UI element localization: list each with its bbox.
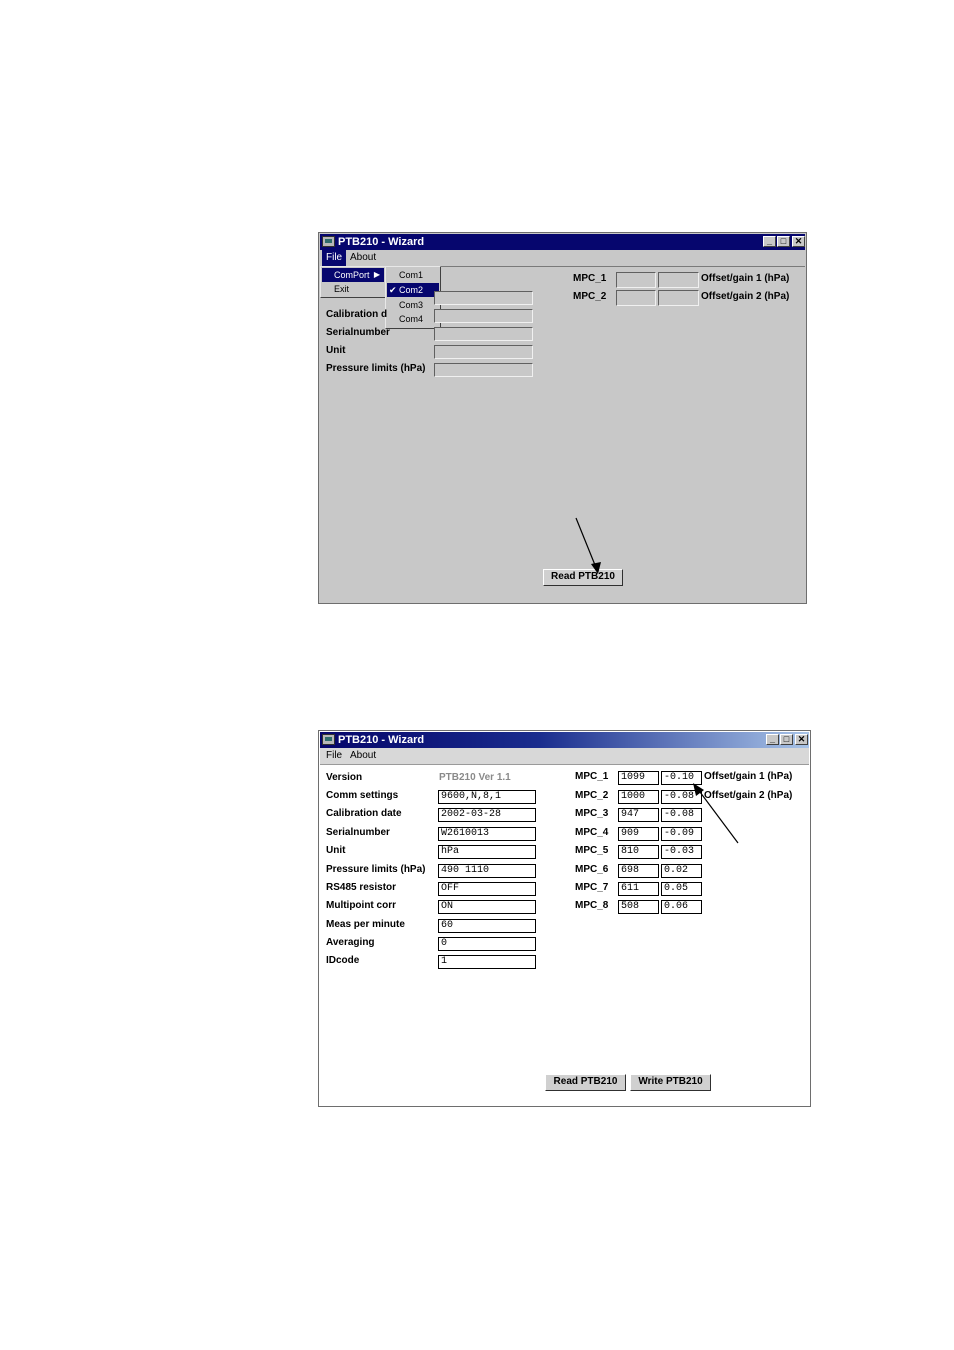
field-mpc-2-pressure[interactable] <box>616 290 656 306</box>
label-version: Version <box>326 772 363 783</box>
app-icon[interactable] <box>322 734 335 745</box>
menu-file[interactable]: File <box>326 750 343 761</box>
window-title: PTB210 - Wizard <box>338 734 425 746</box>
label-mpc-6: MPC_6 <box>575 864 609 875</box>
maximize-icon[interactable]: □ <box>780 734 793 745</box>
comport-submenu <box>385 266 441 329</box>
field-mpc-5-pressure[interactable]: 810 <box>618 845 659 859</box>
label-pressure-limits: Pressure limits (hPa) <box>326 363 426 374</box>
field-serialnumber[interactable]: W2610013 <box>438 827 536 841</box>
caption-offset-gain-1: Offset/gain 1 (hPa) <box>701 273 790 284</box>
label-rs485-resistor: RS485 resistor <box>326 882 397 893</box>
field-unit[interactable]: hPa <box>438 845 536 859</box>
label-mpc-3: MPC_3 <box>575 808 609 819</box>
label-unit: Unit <box>326 845 346 856</box>
menu-bar <box>320 748 809 765</box>
version-value: PTB210 Ver 1.1 <box>439 772 511 783</box>
label-idcode: IDcode <box>326 955 360 966</box>
field-mpc-8-offset[interactable]: 0.06 <box>661 900 702 914</box>
field-pressure-limits[interactable] <box>434 363 533 377</box>
menu-item-com2-label: Com2 <box>399 285 424 295</box>
field-mpc-2-pressure[interactable]: 1000 <box>618 790 659 804</box>
field-idcode[interactable]: 1 <box>438 955 536 969</box>
field-serialnumber[interactable] <box>434 327 533 341</box>
checkmark-icon: ✔ <box>389 285 397 295</box>
label-multipoint-corr: Multipoint corr <box>326 900 396 911</box>
menu-item-exit-label: Exit <box>334 284 350 294</box>
field-mpc-6-pressure[interactable]: 698 <box>618 864 659 878</box>
label-averaging: Averaging <box>326 937 375 948</box>
field-averaging[interactable]: 0 <box>438 937 536 951</box>
field-mpc-2-offset[interactable]: -0.08 <box>661 790 702 804</box>
menu-about[interactable]: About <box>350 750 377 761</box>
field-multipoint-corr[interactable]: ON <box>438 900 536 914</box>
field-mpc-4-offset[interactable]: -0.09 <box>661 827 702 841</box>
label-mpc-1: MPC_1 <box>573 273 607 284</box>
label-serialnumber: Serialnumber <box>326 827 390 838</box>
label-calibration: Calibration d <box>326 309 388 320</box>
minimize-icon[interactable]: _ <box>763 236 776 247</box>
menu-item-com4[interactable]: Com4 <box>399 314 424 324</box>
caption-offset-gain-1: Offset/gain 1 (hPa) <box>704 771 793 782</box>
field-pressure-limits[interactable]: 490 1110 <box>438 864 536 878</box>
field-mpc-1-offset[interactable]: -0.10 <box>661 771 702 785</box>
write-ptb210-button[interactable]: Write PTB210 <box>630 1074 711 1091</box>
field-comm-settings[interactable]: 9600,N,8,1 <box>438 790 536 804</box>
minimize-icon[interactable]: _ <box>766 734 779 745</box>
field-mpc-7-pressure[interactable]: 611 <box>618 882 659 896</box>
field-mpc-3-pressure[interactable]: 947 <box>618 808 659 822</box>
menu-item-exit[interactable] <box>322 282 384 296</box>
title-bar[interactable] <box>320 234 805 250</box>
label-mpc-2: MPC_2 <box>573 291 607 302</box>
field-mpc-1-offset[interactable] <box>658 272 699 288</box>
menu-item-com3[interactable]: Com3 <box>399 300 424 310</box>
title-bar[interactable] <box>320 732 809 748</box>
menu-item-comport-label: ComPort <box>334 270 370 280</box>
menu-item-comport[interactable] <box>322 268 384 282</box>
maximize-icon[interactable]: □ <box>777 236 790 247</box>
field-mpc-4-pressure[interactable]: 909 <box>618 827 659 841</box>
label-calibration-date: Calibration date <box>326 808 402 819</box>
field-mpc-8-pressure[interactable]: 508 <box>618 900 659 914</box>
field-mpc-7-offset[interactable]: 0.05 <box>661 882 702 896</box>
label-mpc-7: MPC_7 <box>575 882 609 893</box>
close-icon[interactable]: ✕ <box>795 734 808 745</box>
label-comm-settings: Comm settings <box>326 790 399 801</box>
label-serialnumber: Serialnumber <box>326 327 390 338</box>
label-mpc-1: MPC_1 <box>575 771 609 782</box>
field-rs485-resistor[interactable]: OFF <box>438 882 536 896</box>
field-mpc-5-offset[interactable]: -0.03 <box>661 845 702 859</box>
field-mpc-1-pressure[interactable] <box>616 272 656 288</box>
annotation-arrow <box>688 780 748 850</box>
field-meas-per-minute[interactable]: 60 <box>438 919 536 933</box>
wizard-window-initial <box>318 232 807 604</box>
label-mpc-2: MPC_2 <box>575 790 609 801</box>
label-unit: Unit <box>326 345 346 356</box>
field-mpc-2-offset[interactable] <box>658 290 699 306</box>
window-title: PTB210 - Wizard <box>338 236 425 248</box>
menu-about[interactable]: About <box>350 252 377 263</box>
field-calibration-date[interactable] <box>434 309 533 323</box>
field-mpc-1-pressure[interactable]: 1099 <box>618 771 659 785</box>
field-calibration-date[interactable]: 2002-03-28 <box>438 808 536 822</box>
close-icon[interactable]: ✕ <box>792 236 805 247</box>
read-ptb210-button[interactable]: Read PTB210 <box>543 569 623 586</box>
menu-bar <box>320 250 805 267</box>
caption-offset-gain-2: Offset/gain 2 (hPa) <box>704 790 793 801</box>
menu-file[interactable]: File <box>322 250 346 266</box>
label-pressure-limits: Pressure limits (hPa) <box>326 864 426 875</box>
label-meas-per-minute: Meas per minute <box>326 919 405 930</box>
read-ptb210-button[interactable]: Read PTB210 <box>545 1074 626 1091</box>
caption-offset-gain-2: Offset/gain 2 (hPa) <box>701 291 790 302</box>
field-mpc-3-offset[interactable]: -0.08 <box>661 808 702 822</box>
label-mpc-8: MPC_8 <box>575 900 609 911</box>
label-mpc-5: MPC_5 <box>575 845 609 856</box>
menu-item-com1[interactable]: Com1 <box>399 270 424 280</box>
app-icon[interactable] <box>322 236 335 247</box>
field-comm-settings[interactable] <box>434 291 533 305</box>
file-menu-dropdown <box>320 266 386 298</box>
submenu-arrow-icon: ▶ <box>373 270 380 279</box>
menu-item-com2[interactable] <box>387 283 439 297</box>
annotation-arrow <box>570 512 610 582</box>
field-mpc-6-offset[interactable]: 0.02 <box>661 864 702 878</box>
field-unit[interactable] <box>434 345 533 359</box>
label-mpc-4: MPC_4 <box>575 827 609 838</box>
